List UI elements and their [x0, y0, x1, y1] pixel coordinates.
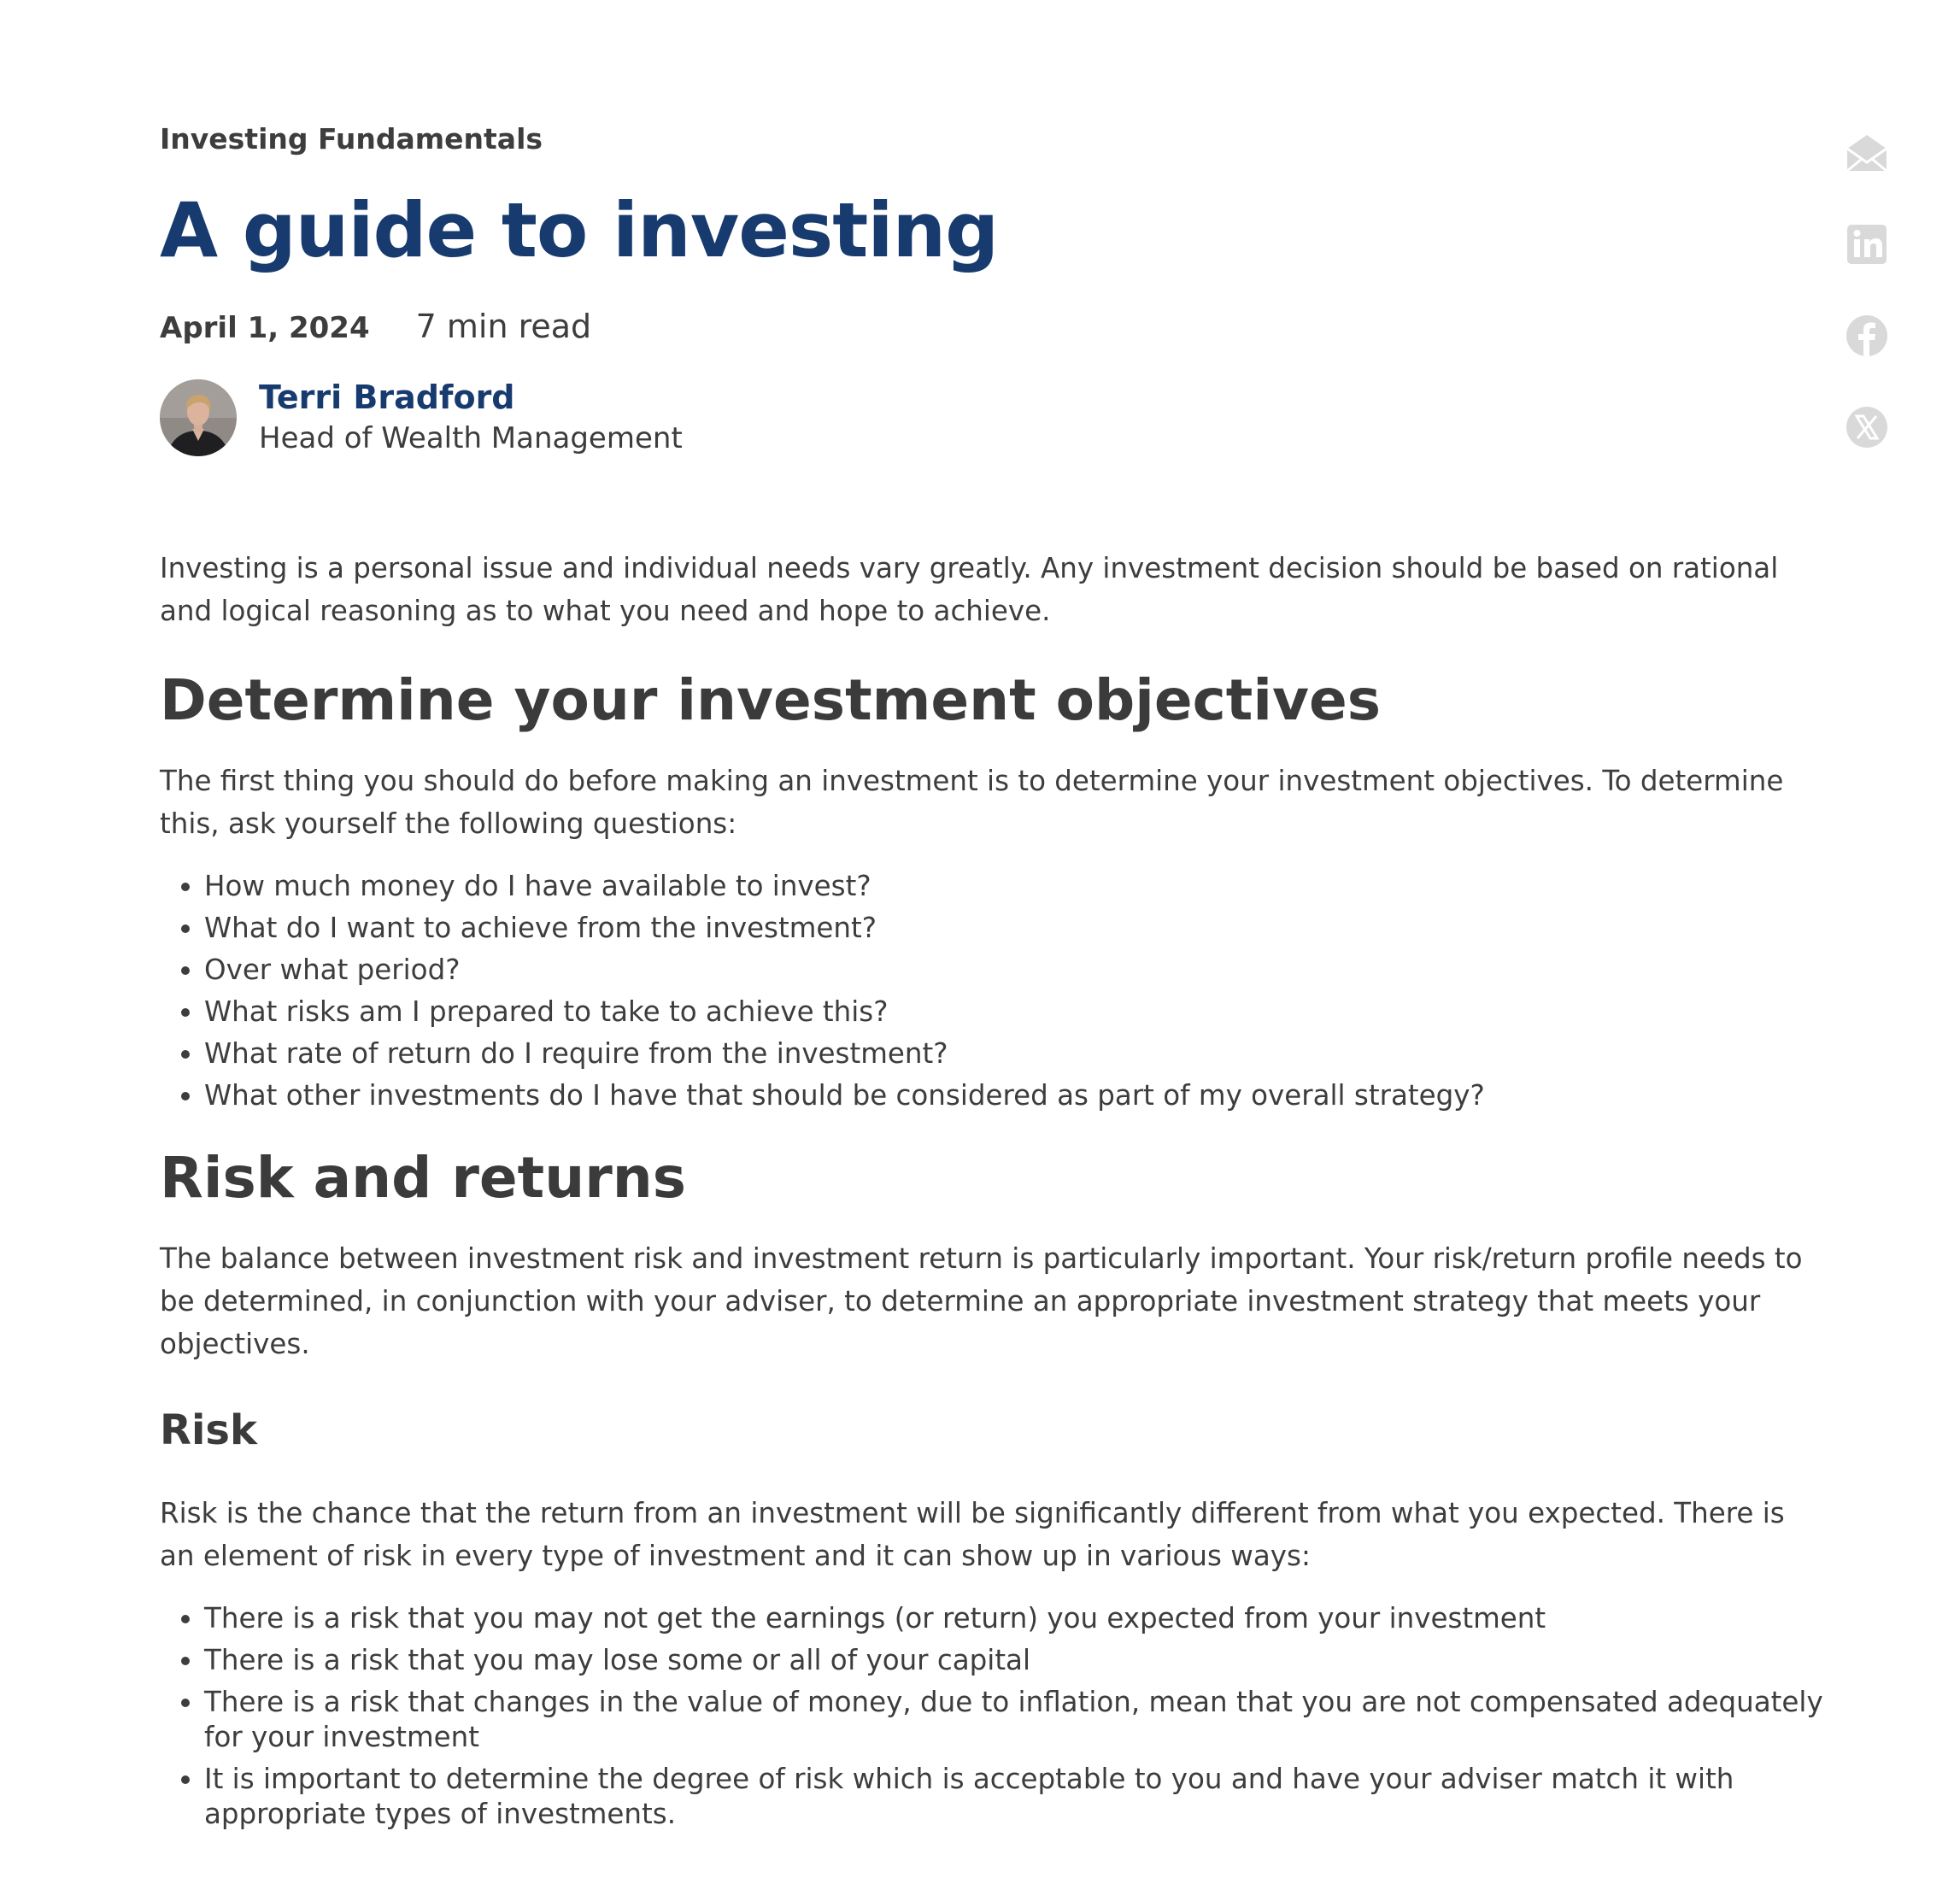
- risk-list: [160, 1601, 1826, 1832]
- email-icon[interactable]: [1844, 130, 1890, 176]
- list-item: • What other investments do I have that should be considered as part of my overall strategy?: [204, 1078, 1826, 1113]
- subsection-heading-risk: Risk: [160, 1406, 257, 1455]
- list-item: • There is a risk that you may not get the earnings (or return) you expected from your investment: [204, 1601, 1826, 1636]
- objectives-paragraph: The first thing you should do before making an investment is to determine your investment objectives. To determine this, ask yourself the following questions:: [160, 765, 1784, 841]
- section-heading-risk-returns: Risk and returns: [160, 1145, 687, 1212]
- article-meta: [160, 308, 591, 345]
- section-heading-objectives: Determine your investment objectives: [160, 667, 1382, 733]
- read-time: 7 min read: [415, 308, 592, 345]
- author-photo: [160, 379, 237, 456]
- list-item: • How much money do I have available to invest?: [204, 869, 1826, 904]
- list-item: • It is important to determine the degree of risk which is acceptable to you and have your adviser match it with appropriate types of investments.: [204, 1762, 1826, 1832]
- article-category[interactable]: Investing Fundamentals: [160, 122, 543, 156]
- list-item: • There is a risk that changes in the value of money, due to inflation, mean that you are not compensated adequately for your investment: [204, 1685, 1826, 1755]
- author-role: Head of Wealth Management: [259, 420, 683, 455]
- intro-paragraph: Investing is a personal issue and individual needs vary greatly. Any investment decision should be based on rational and logical reasoning as to what you need and hope to achieve.: [160, 552, 1779, 627]
- author-text: [259, 379, 683, 457]
- article-body: [160, 547, 1826, 1839]
- linkedin-icon[interactable]: [1844, 221, 1890, 267]
- facebook-icon[interactable]: [1844, 313, 1890, 359]
- list-item: • Over what period?: [204, 953, 1826, 988]
- page-title: A guide to investing: [160, 186, 999, 274]
- avatar[interactable]: [160, 379, 237, 456]
- list-item: • What risks am I prepared to take to achieve this?: [204, 995, 1826, 1030]
- objectives-list: [160, 869, 1826, 1113]
- author-name[interactable]: Terri Bradford: [259, 379, 515, 416]
- list-item: • There is a risk that you may lose some or all of your capital: [204, 1643, 1826, 1678]
- publish-date: April 1, 2024: [160, 311, 370, 345]
- risk-paragraph: Risk is the chance that the return from an investment will be significantly different from what you expected. There is an element of risk in every type of investment and it can show up in various ways:: [160, 1496, 1785, 1572]
- list-item: • What rate of return do I require from the investment?: [204, 1036, 1826, 1071]
- x-icon[interactable]: [1844, 404, 1890, 450]
- share-bar: [1844, 130, 1892, 496]
- author-block: [160, 379, 683, 457]
- risk-returns-paragraph: The balance between investment risk and investment return is particularly important. Your risk/return profile needs to be determined, in conjunction with your adviser, to determine an appropriate investment strategy that meets your objectives.: [160, 1242, 1803, 1361]
- list-item: • What do I want to achieve from the investment?: [204, 911, 1826, 946]
